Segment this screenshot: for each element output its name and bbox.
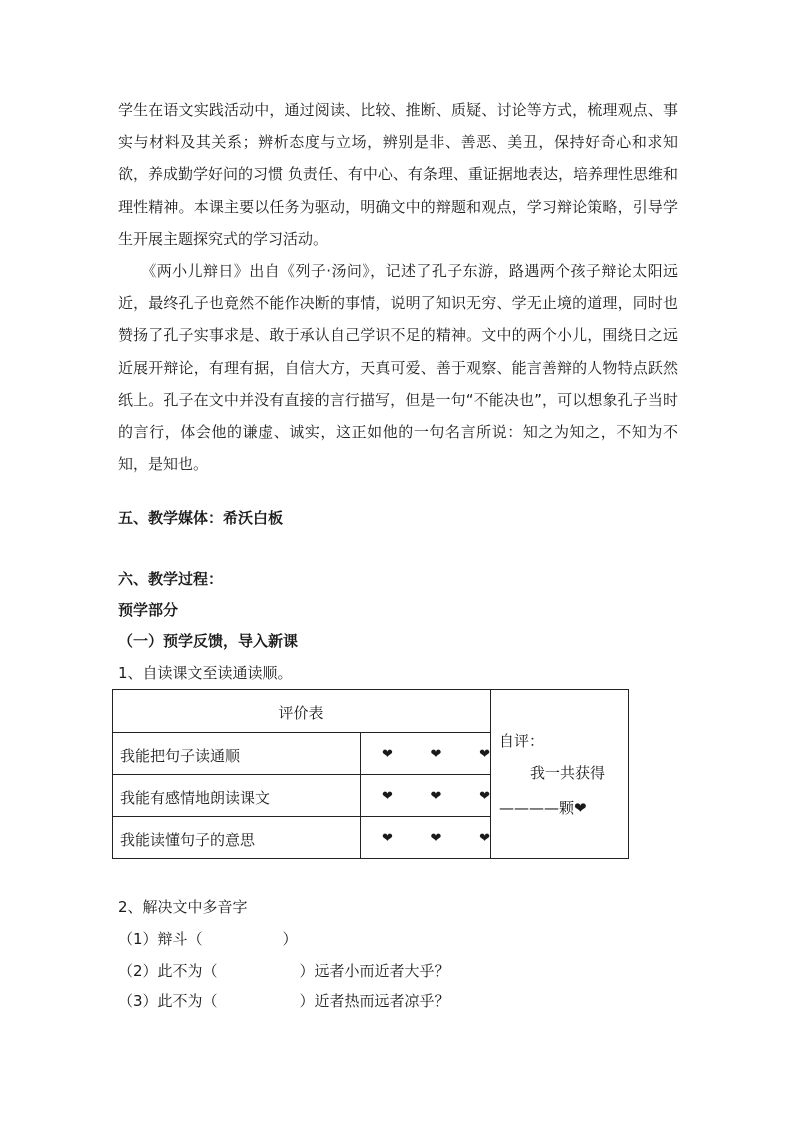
polyphone-question	[118, 928, 298, 949]
question-prefix: （3）此不为（	[118, 992, 218, 1010]
evaluation-table	[112, 689, 629, 859]
text-summary-paragraph: 《两小儿辩日》出自《列子·汤问》，记述了孔子东游，路遇两个孩子辩论太阳远近，最终孔子也竟然不能作决断的事情，说明了知识无穷、学无止境的道理，同时也赞扬了孔子实事求是、敢于承认自己学识不足的精神。文中的两个小儿，围绕日之远近展开辩论，有理有据，自信大方，天真可爱、善于观察、能言善辩的人物特点跃然纸上。孔子在文中并没有直接的言行描写，但是一句“不能决也”，可以想象孔子当时的言行，体会他的谦虚、诚实，这正如他的一句名言所说：知之为知之，不知为不知，是知也。	[118, 262, 678, 474]
table-row-label: 我能有感情地朗读课文	[120, 789, 271, 807]
heart-icon: ❤	[430, 831, 442, 846]
polyphone-question	[118, 960, 450, 981]
task-2-label: 2、解决文中多音字	[118, 898, 248, 916]
intro-paragraph: 学生在语文实践活动中，通过阅读、比较、推断、质疑、讨论等方式，梳理观点、事实与材料及其关系；辨析态度与立场，辨别是非、善恶、美丑，保持好奇心和求知欲，养成勤学好问的习惯 负责任、有中心、有条理、重证据地表达，培养理性思维和理性精神。本课主要以任务为驱动，明确文中的辩题和观点，学习辩论策略，引导学生开展主题探究式的学习活动。	[118, 101, 678, 248]
table-row-label: 我能读懂句子的意思	[120, 831, 256, 849]
preview-heading: 预学部分	[118, 601, 179, 619]
question-suffix: ）远者小而近者大乎？	[299, 962, 450, 980]
section-5-heading: 五、教学媒体：希沃白板	[118, 509, 284, 527]
question-suffix: ）近者热而远者凉乎？	[299, 992, 450, 1010]
heart-icon: ❤	[382, 789, 393, 804]
subsection-heading: （一）预学反馈，导入新课	[118, 632, 299, 650]
heart-icon: ❤	[382, 831, 393, 846]
task-1-label: 1、自读课文至读通读顺。	[118, 664, 293, 682]
heart-icon: ❤	[479, 789, 490, 804]
question-prefix: （1）辩斗（	[118, 930, 203, 948]
question-prefix: （2）此不为（	[118, 962, 218, 980]
self-eval-count-blank: ————颗❤	[499, 799, 587, 817]
polyphone-question	[118, 990, 450, 1011]
heart-rating	[382, 747, 490, 762]
heart-rating	[382, 789, 490, 804]
heart-icon: ❤	[430, 747, 442, 762]
heart-icon: ❤	[479, 831, 490, 846]
heart-icon: ❤	[479, 747, 490, 762]
table-header: 评价表	[278, 704, 324, 722]
question-suffix: ）	[282, 930, 298, 948]
self-eval-label: 自评：	[499, 732, 545, 750]
heart-icon: ❤	[430, 789, 442, 804]
heart-icon: ❤	[382, 747, 393, 762]
table-row-label: 我能把句子读通顺	[120, 747, 241, 765]
self-eval-total-text: 我一共获得	[530, 764, 606, 782]
section-6-heading: 六、教学过程：	[118, 570, 224, 588]
heart-rating	[382, 831, 490, 846]
